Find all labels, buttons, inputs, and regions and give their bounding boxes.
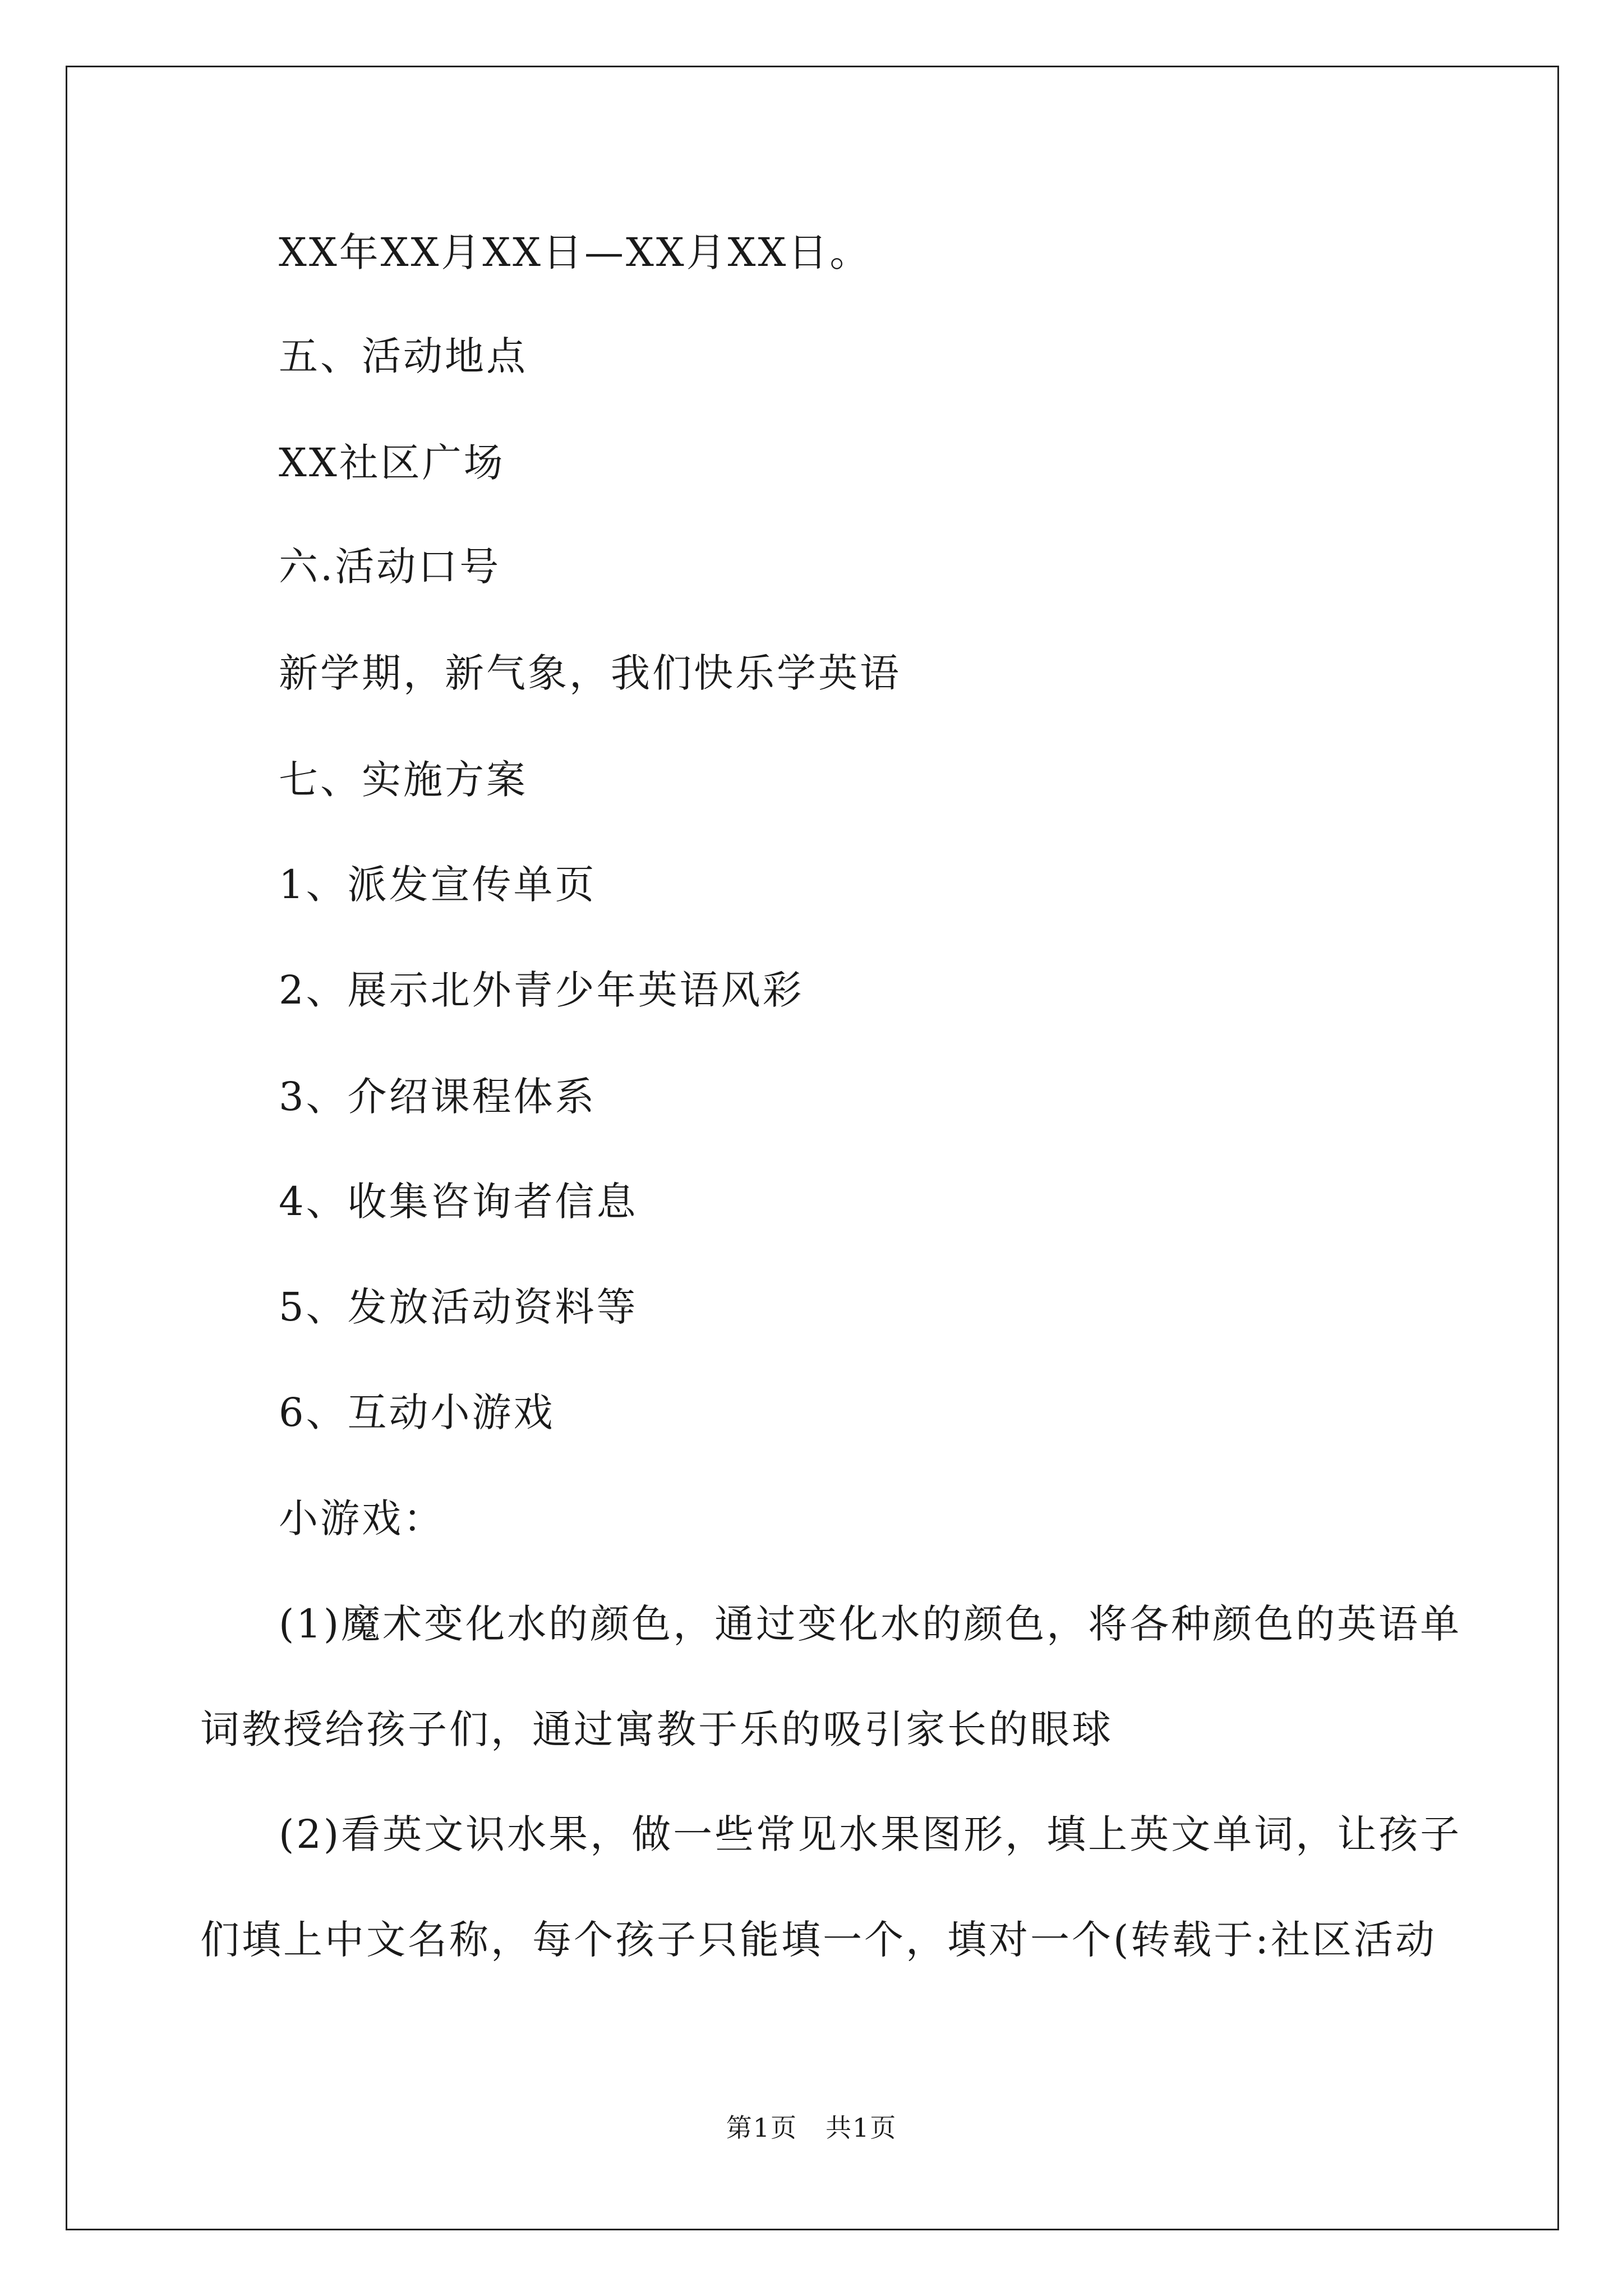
text-line-location: XX社区广场 <box>279 440 505 486</box>
heading-activity-location: 五、活动地点 <box>279 333 528 379</box>
heading-mini-games: 小游戏： <box>279 1496 445 1542</box>
list-item-4: 4、收集咨询者信息 <box>279 1179 638 1225</box>
heading-implementation-plan: 七、实施方案 <box>279 757 528 803</box>
page-total: 共1页 <box>826 2113 897 2143</box>
list-item-2: 2、展示北外青少年英语风彩 <box>279 967 804 1013</box>
text-line-slogan: 新学期，新气象，我们快乐学英语 <box>279 650 901 696</box>
paragraph-game-1-line-1: (1)魔术变化水的颜色，通过变化水的颜色，将各种颜色的英语单 <box>279 1601 1462 1647</box>
page-border <box>66 66 1559 2230</box>
text-line-date: XX年XX月XX日—XX月XX日。 <box>279 229 872 275</box>
page-number: 第1页 <box>726 2113 797 2143</box>
list-item-3: 3、介绍课程体系 <box>279 1074 597 1120</box>
paragraph-game-1-line-2: 词教授给孩子们，通过寓教于乐的吸引家长的眼球 <box>200 1706 1113 1752</box>
page-footer <box>0 2111 1623 2145</box>
list-item-6: 6、互动小游戏 <box>279 1389 555 1435</box>
paragraph-game-2-line-2: 们填上中文名称，每个孩子只能填一个，填对一个(转载于:社区活动 <box>200 1917 1437 1963</box>
heading-activity-slogan: 六.活动口号 <box>279 544 501 590</box>
paragraph-game-2-line-1: (2)看英文识水果，做一些常见水果图形，填上英文单词，让孩子 <box>279 1811 1462 1857</box>
list-item-1: 1、派发宣传单页 <box>279 862 597 908</box>
list-item-5: 5、发放活动资料等 <box>279 1284 638 1330</box>
